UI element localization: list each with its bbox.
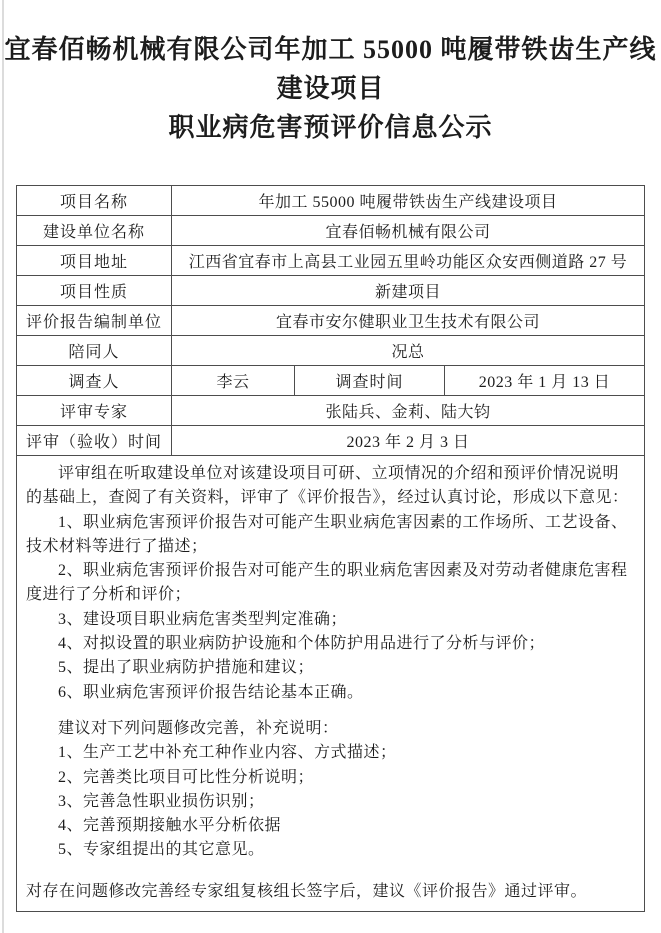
table-row-project-address — [16, 246, 644, 276]
finding-item-5: 5、提出了职业病防护措施和建议； — [57, 659, 314, 677]
investigation-time-label: 调查时间 — [294, 366, 444, 396]
finding-item-6: 6、职业病危害预评价报告结论基本正确。 — [57, 683, 364, 701]
suggestion-item-1: 1、生产工艺中补充工种作业内容、方式描述； — [57, 744, 397, 762]
paragraph-spacer — [26, 705, 635, 717]
suggestion-item-3: 3、完善急性职业损伤识别； — [57, 792, 265, 810]
row-value: 江西省宜春市上高县工业园五里岭功能区众安西侧道路 27 号 — [171, 246, 644, 276]
table-row-project-name — [16, 186, 644, 216]
finding-item-1: 1、职业病危害预评价报告对可能产生职业病危害因素的工作场所、工艺设备、技术材料等进行了描述； — [25, 513, 628, 555]
row-value: 张陆兵、金莉、陆大钧 — [171, 396, 644, 426]
suggestion-heading: 建议对下列问题修改完善，补充说明： — [57, 719, 339, 737]
row-label: 建设单位名称 — [16, 216, 171, 246]
finding-item-4: 4、对拟设置的职业病防护设施和个体防护用品进行了分析与评价； — [57, 635, 545, 653]
table-row-project-type — [16, 276, 644, 306]
finding-item-2: 2、职业病危害预评价报告对可能产生的职业病危害因素及对劳动者健康危害程度进行了分析和评价； — [25, 562, 628, 604]
row-label: 项目地址 — [16, 246, 171, 276]
page-title-line-1: 宜春佰畅机械有限公司年加工 55000 吨履带铁齿生产线 — [4, 35, 657, 64]
opinion-intro: 评审组在听取建设单位对该建设项目可研、立项情况的介绍和预评价情况说明的基础上，查阅了有关资料，评审了《评价报告》，经过认真讨论，形成以下意见： — [25, 465, 629, 507]
row-value: 年加工 55000 吨履带铁齿生产线建设项目 — [171, 186, 644, 216]
suggestion-item-4: 4、完善预期接触水平分析依据 — [57, 817, 281, 835]
project-info-table — [16, 185, 645, 912]
review-opinion-cell — [16, 456, 644, 912]
table-row-investigation — [16, 366, 644, 396]
row-value: 新建项目 — [171, 276, 644, 306]
row-value: 宜春市安尔健职业卫生技术有限公司 — [171, 306, 644, 336]
investigator-value: 李云 — [171, 366, 294, 396]
finding-item-3: 3、建设项目职业病危害类型判定准确； — [57, 610, 347, 628]
row-label: 评价报告编制单位 — [16, 306, 171, 336]
page-title-line-2: 建设项目 — [276, 74, 385, 103]
table-row-builder-name — [16, 216, 644, 246]
row-label: 项目名称 — [16, 186, 171, 216]
suggestion-item-5: 5、专家组提出的其它意见。 — [57, 841, 265, 859]
table-row-review-experts — [16, 396, 644, 426]
table-row-review-opinion — [16, 456, 644, 912]
row-label: 项目性质 — [16, 276, 171, 306]
paragraph-spacer — [26, 863, 635, 880]
table-row-report-agency — [16, 306, 644, 336]
row-value: 况总 — [171, 336, 644, 366]
row-value: 2023 年 2 月 3 日 — [171, 426, 644, 456]
row-label: 评审专家 — [16, 396, 171, 426]
table-row-review-time — [16, 426, 644, 456]
suggestion-item-2: 2、完善类比项目可比性分析说明； — [57, 768, 314, 786]
table-row-accompanying-person — [16, 336, 644, 366]
row-value: 宜春佰畅机械有限公司 — [171, 216, 644, 246]
closing-statement: 对存在问题修改完善经专家组复核组长签字后，建议《评价报告》通过评审。 — [25, 882, 587, 900]
investigation-time-value: 2023 年 1 月 13 日 — [444, 366, 644, 396]
page-title-line-3: 职业病危害预评价信息公示 — [168, 113, 493, 142]
document-title — [0, 0, 661, 147]
row-label: 调查人 — [16, 366, 171, 396]
row-label: 陪同人 — [16, 336, 171, 366]
row-label: 评审（验收）时间 — [16, 426, 171, 456]
scan-edge-artifact — [2, 0, 4, 933]
